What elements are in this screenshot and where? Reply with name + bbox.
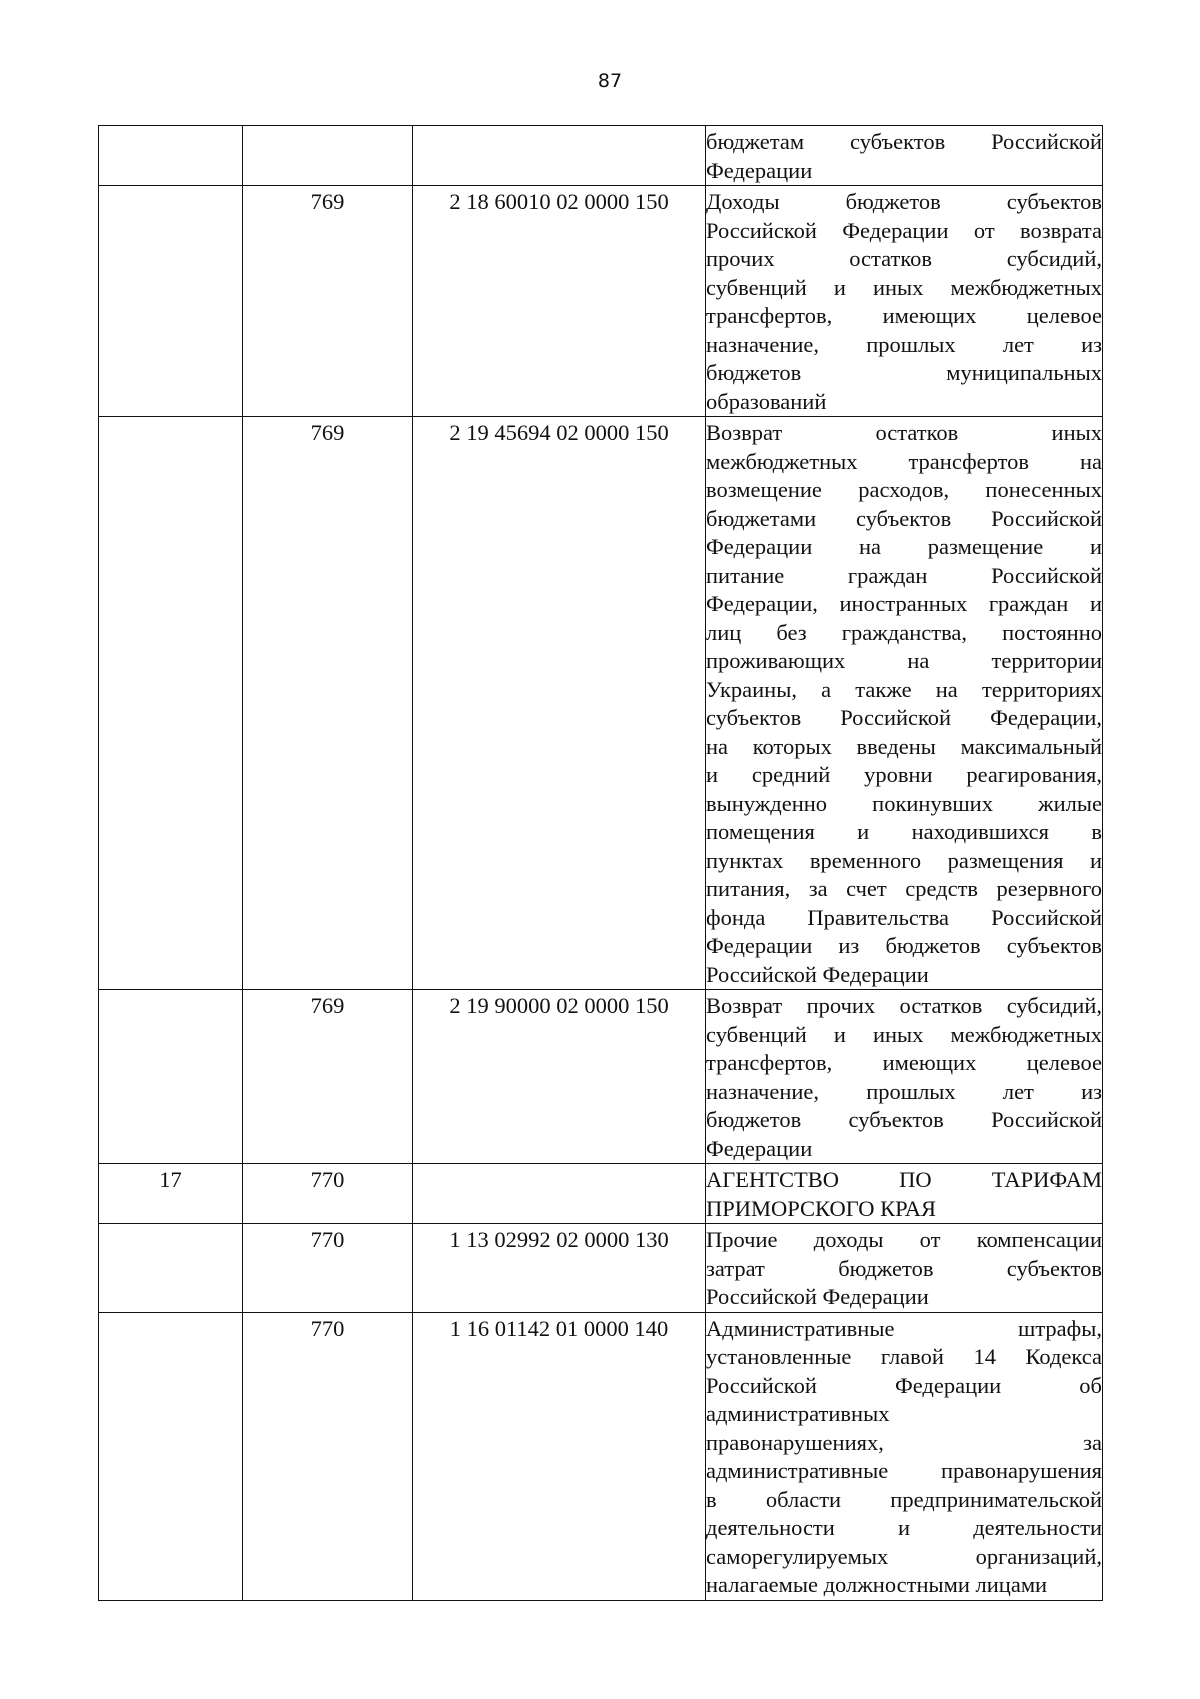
description-line: Российской Федерации об [706, 1372, 1102, 1398]
description-cell [706, 186, 1103, 417]
description-line: и средний уровни реагирования, [706, 762, 1102, 787]
description-line: затрат бюджетов субъектов [706, 1255, 1102, 1281]
row-number-cell [99, 1224, 243, 1313]
description-line: трансфертов, имеющих целевое [706, 303, 1102, 328]
description-line: межбюджетных трансфертов на [706, 448, 1102, 474]
description-line: субъектов Российской Федерации, [706, 705, 1102, 730]
description-line: административных [706, 1401, 890, 1426]
description-line: Возврат прочих остатков субсидий, [706, 993, 1102, 1018]
description-line: бюджетами субъектов Российской [706, 505, 1102, 531]
description-line: Российской Федерации от возврата [706, 217, 1102, 243]
description-cell [706, 417, 1103, 990]
table-row [99, 186, 1103, 417]
description-cell [706, 1164, 1103, 1224]
description-line: образований [706, 388, 827, 414]
admin-code-cell: 770 [243, 1224, 413, 1313]
description-cell [706, 1312, 1103, 1600]
description-line: Федерации, иностранных граждан и [706, 591, 1102, 616]
revenue-code-cell: 2 19 45694 02 0000 150 [413, 417, 706, 990]
description-line: Прочие доходы от компенсации [706, 1227, 1102, 1252]
description-line: вынужденно покинувших жилые [706, 790, 1102, 816]
admin-code-cell: 770 [243, 1164, 413, 1224]
description-cell [706, 990, 1103, 1164]
description-line: ПРИМОРСКОГО КРАЯ [706, 1195, 936, 1221]
revenue-code-cell: 2 19 90000 02 0000 150 [413, 990, 706, 1164]
revenue-code-cell: 1 16 01142 01 0000 140 [413, 1312, 706, 1600]
description-line: Российской Федерации [706, 1284, 929, 1309]
description-line: Федерации на размещение и [706, 534, 1102, 559]
description-line: АГЕНТСТВО ПО ТАРИФАМ [706, 1167, 1102, 1192]
description-line: Федерации [706, 1135, 813, 1161]
table-row [99, 1164, 1103, 1224]
description-line: назначение, прошлых лет из [706, 331, 1102, 357]
description-line: в области предпринимательской [706, 1486, 1102, 1512]
description-line: административные правонарушения [706, 1458, 1102, 1483]
row-number-cell [99, 126, 243, 186]
description-line: Российской Федерации [706, 961, 929, 987]
admin-code-cell [243, 126, 413, 186]
table-row [99, 990, 1103, 1164]
table-row [99, 1312, 1103, 1600]
description-line: саморегулируемых организаций, [706, 1543, 1102, 1569]
description-line: налагаемые должностными лицами [706, 1572, 1048, 1597]
row-number-cell [99, 186, 243, 417]
description-line: Административные штрафы, [706, 1315, 1102, 1341]
description-line: питание граждан Российской [706, 562, 1102, 588]
description-line: на которых введены максимальный [706, 733, 1102, 759]
table-row [99, 1224, 1103, 1313]
description-line: Федерации [706, 157, 813, 183]
table-row [99, 417, 1103, 990]
revenue-code-cell: 2 18 60010 02 0000 150 [413, 186, 706, 417]
description-line: бюджетам субъектов Российской [706, 129, 1102, 154]
description-line: прочих остатков субсидий, [706, 246, 1102, 271]
description-line: пунктах временного размещения и [706, 847, 1102, 873]
page-number: 87 [597, 70, 623, 92]
revenue-code-cell [413, 1164, 706, 1224]
description-line: возмещение расходов, понесенных [706, 477, 1102, 502]
row-number-cell: 17 [99, 1164, 243, 1224]
revenue-code-cell: 1 13 02992 02 0000 130 [413, 1224, 706, 1313]
description-line: питания, за счет средств резервного [706, 876, 1102, 901]
revenue-code-cell [413, 126, 706, 186]
description-line: Украины, а также на территориях [706, 676, 1102, 702]
admin-code-cell: 769 [243, 186, 413, 417]
admin-code-cell: 769 [243, 990, 413, 1164]
description-line: помещения и находившихся в [706, 819, 1102, 844]
row-number-cell [99, 417, 243, 990]
description-line: Федерации из бюджетов субъектов [706, 933, 1102, 958]
description-line: фонда Правительства Российской [706, 904, 1102, 930]
description-line: бюджетов муниципальных [706, 360, 1102, 385]
description-line: Возврат остатков иных [706, 420, 1102, 445]
description-line: трансфертов, имеющих целевое [706, 1050, 1102, 1075]
budget-revenue-table [98, 125, 1103, 1601]
description-line: проживающих на территории [706, 648, 1102, 673]
admin-code-cell: 770 [243, 1312, 413, 1600]
description-line: субвенций и иных межбюджетных [706, 274, 1102, 300]
description-line: установленные главой 14 Кодекса [706, 1344, 1102, 1369]
row-number-cell [99, 1312, 243, 1600]
description-line: бюджетов субъектов Российской [706, 1107, 1102, 1132]
description-line: лиц без гражданства, постоянно [706, 619, 1102, 645]
table-row [99, 126, 1103, 186]
description-line: субвенций и иных межбюджетных [706, 1021, 1102, 1047]
description-line: правонарушениях, за [706, 1429, 1102, 1455]
description-line: деятельности и деятельности [706, 1515, 1102, 1540]
description-line: назначение, прошлых лет из [706, 1078, 1102, 1104]
row-number-cell [99, 990, 243, 1164]
description-line: Доходы бюджетов субъектов [706, 189, 1102, 214]
admin-code-cell: 769 [243, 417, 413, 990]
description-cell [706, 126, 1103, 186]
description-cell [706, 1224, 1103, 1313]
